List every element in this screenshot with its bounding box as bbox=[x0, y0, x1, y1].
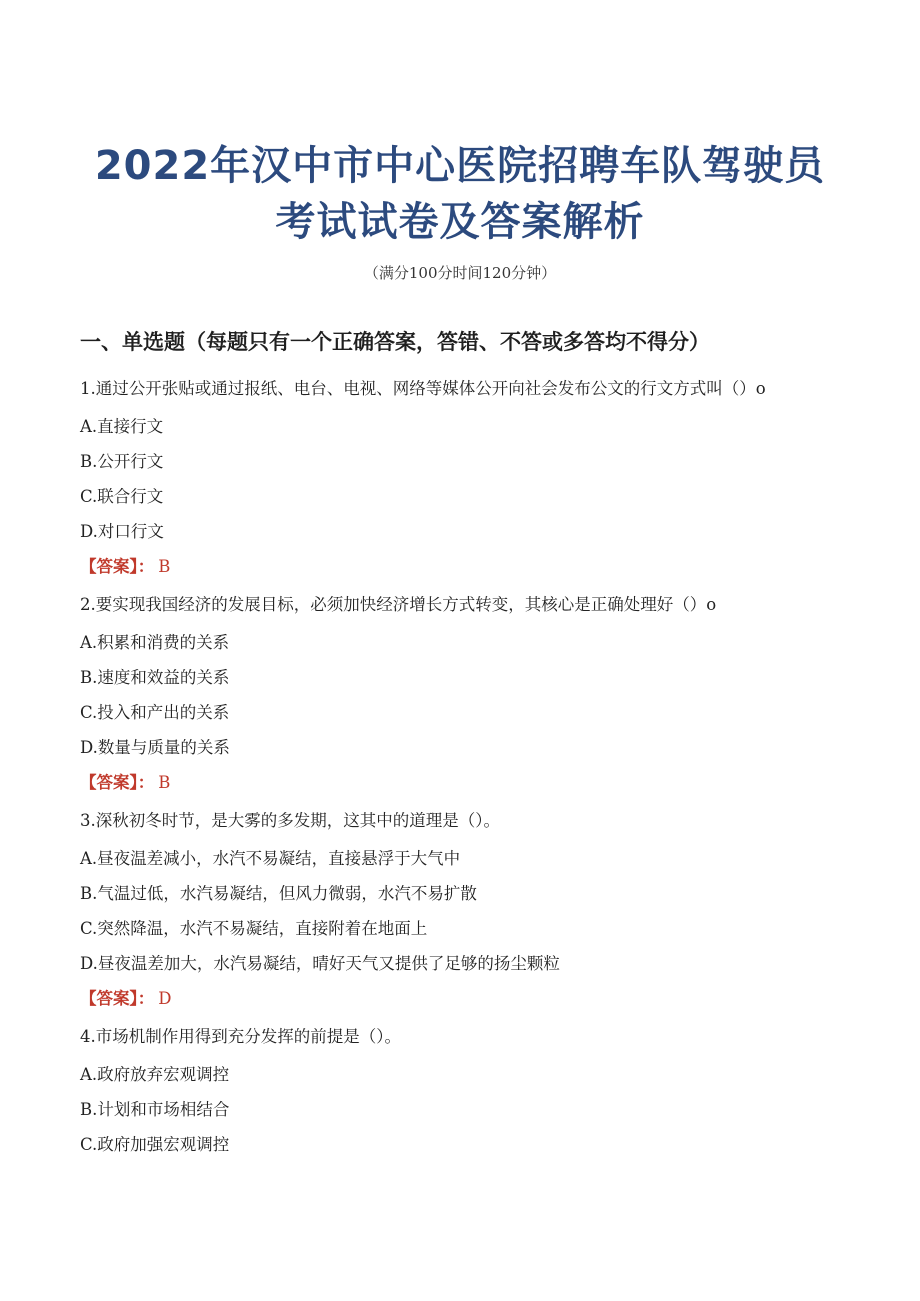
answer-value: B bbox=[158, 773, 171, 792]
question-stem: 2.要实现我国经济的发展目标，必须加快经济增长方式转变，其核心是正确处理好（）o bbox=[80, 595, 717, 614]
option-a: A.政府放弃宏观调控 bbox=[80, 1065, 230, 1084]
option-a: A.昼夜温差减小，水汽不易凝结，直接悬浮于大气中 bbox=[80, 849, 461, 868]
option-d: D.对口行文 bbox=[80, 522, 164, 541]
option-b: B.计划和市场相结合 bbox=[80, 1100, 230, 1119]
answer-line bbox=[80, 981, 850, 1016]
document-title-line-2: 考试试卷及答案解析 bbox=[275, 199, 645, 245]
question-4 bbox=[80, 1024, 850, 1162]
option-c: C.突然降温，水汽不易凝结，直接附着在地面上 bbox=[80, 919, 428, 938]
section-heading: 一、单选题（每题只有一个正确答案，答错、不答或多答均不得分） bbox=[80, 330, 710, 354]
option-a: A.积累和消费的关系 bbox=[80, 633, 230, 652]
question-3 bbox=[80, 808, 850, 1016]
question-list bbox=[80, 376, 850, 1162]
question-2 bbox=[80, 592, 850, 800]
option-c: C.联合行文 bbox=[80, 487, 164, 506]
answer-line bbox=[80, 765, 850, 800]
answer-label: 【答案】： bbox=[80, 773, 155, 792]
question-stem: 4.市场机制作用得到充分发挥的前提是（）。 bbox=[80, 1027, 401, 1046]
document-title-line-1: 2022年汉中市中心医院招聘车队驾驶员 bbox=[94, 143, 826, 189]
option-d: D.数量与质量的关系 bbox=[80, 738, 230, 757]
answer-line bbox=[80, 549, 850, 584]
document-subtitle: （满分100分时间120分钟） bbox=[363, 264, 557, 282]
answer-label: 【答案】： bbox=[80, 557, 155, 576]
option-b: B.公开行文 bbox=[80, 452, 164, 471]
option-b: B.速度和效益的关系 bbox=[80, 668, 230, 687]
option-a: A.直接行文 bbox=[80, 417, 164, 436]
answer-value: B bbox=[158, 557, 171, 576]
answer-label: 【答案】： bbox=[80, 989, 155, 1008]
question-1 bbox=[80, 376, 850, 584]
question-stem: 3.深秋初冬时节，是大雾的多发期，这其中的道理是（）。 bbox=[80, 811, 500, 830]
question-stem: 1.通过公开张贴或通过报纸、电台、电视、网络等媒体公开向社会发布公文的行文方式叫（）o bbox=[80, 379, 766, 398]
option-c: C.政府加强宏观调控 bbox=[80, 1135, 230, 1154]
option-b: B.气温过低，水汽易凝结，但风力微弱，水汽不易扩散 bbox=[80, 884, 477, 903]
option-c: C.投入和产出的关系 bbox=[80, 703, 230, 722]
answer-value: D bbox=[158, 989, 172, 1008]
option-d: D.昼夜温差加大，水汽易凝结，晴好天气又提供了足够的扬尘颗粒 bbox=[80, 954, 560, 973]
